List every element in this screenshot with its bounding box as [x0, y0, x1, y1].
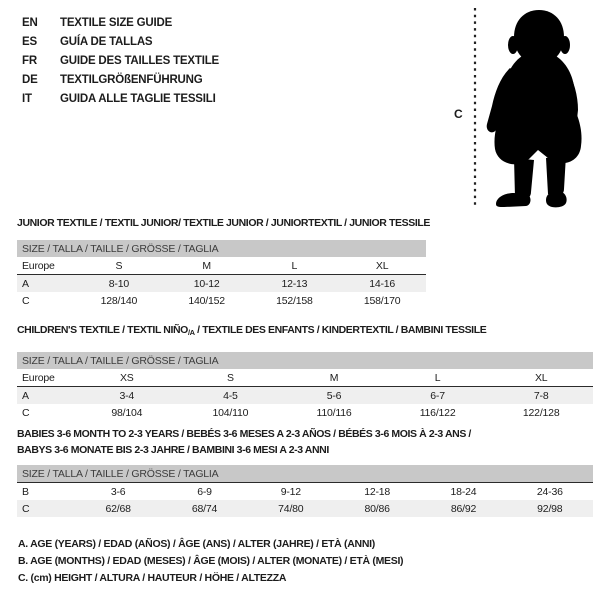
- language-code: EN: [22, 16, 38, 29]
- cell-value: 74/80: [278, 502, 304, 515]
- table-row: [17, 292, 426, 309]
- cell-value: 92/98: [537, 502, 563, 515]
- language-row-fr: [22, 51, 219, 70]
- cell-value: 128/140: [100, 294, 138, 307]
- cell-value: 122/128: [522, 406, 560, 419]
- language-code: DE: [22, 73, 38, 86]
- language-row-it: [22, 89, 219, 108]
- columns-row: [17, 369, 593, 387]
- row-label: C: [22, 406, 30, 419]
- cell-value: 24-36: [536, 485, 563, 498]
- babies-table-title: [17, 426, 593, 458]
- columns-row: [17, 257, 426, 275]
- cell-value: 10-12: [193, 277, 220, 290]
- cell-value: 6-7: [430, 389, 445, 402]
- language-label: TEXTILE SIZE GUIDE: [60, 16, 173, 29]
- language-label: GUIDE DES TAILLES TEXTILE: [60, 54, 219, 67]
- column-header: S: [75, 257, 163, 275]
- size-header-row: [17, 352, 593, 369]
- size-header: SIZE / TALLA / TAILLE / GRÖSSE / TAGLIA: [17, 240, 426, 257]
- table-row: [17, 500, 593, 517]
- cell-value: 5-6: [326, 389, 342, 402]
- babies-size-table: [17, 465, 593, 517]
- cell-value: 86/92: [450, 502, 477, 515]
- junior-table-title: JUNIOR TEXTILE / TEXTIL JUNIOR/ TEXTILE JUNIOR / JUNIORTEXTIL / JUNIOR TESSILE: [17, 217, 430, 229]
- cell-value: 14-16: [369, 277, 396, 290]
- baby-silhouette-icon: [482, 8, 594, 208]
- language-label: GUÍA DE TALLAS: [60, 35, 153, 48]
- column-header: XS: [75, 369, 179, 387]
- cell-value: 9-12: [280, 485, 301, 498]
- row-label: A: [22, 277, 29, 290]
- region-label: Europe: [17, 257, 75, 275]
- table-row: [17, 387, 593, 405]
- size-header-row: [17, 465, 593, 483]
- language-label: TEXTILGRÖßENFÜHRUNG: [60, 73, 203, 86]
- childrens-textile-section: [17, 324, 593, 421]
- row-label: C: [22, 502, 30, 515]
- cell-value: 12-18: [364, 485, 391, 498]
- cell-value: 4-5: [223, 389, 238, 402]
- size-header: SIZE / TALLA / TAILLE / GRÖSSE / TAGLIA: [17, 465, 593, 483]
- cell-value: 6-9: [197, 485, 212, 498]
- column-header: XL: [338, 257, 426, 275]
- size-header: SIZE / TALLA / TAILLE / GRÖSSE / TAGLIA: [17, 352, 593, 369]
- childrens-size-table: [17, 352, 593, 421]
- cell-value: 62/68: [105, 502, 131, 515]
- cell-value: 98/104: [111, 406, 143, 419]
- legend-item-c: C. (cm) HEIGHT / ALTURA / HAUTEUR / HÖHE / ALTEZZA: [18, 572, 287, 584]
- cell-value: 18-24: [450, 485, 477, 498]
- title-line: BABYS 3-6 MONATE BIS 2-3 JAHRE / BAMBINI 3-6 MESI A 2-3 ANNI: [17, 444, 329, 456]
- title-line: BABIES 3-6 MONTH TO 2-3 YEARS / BEBÉS 3-6 MESES A 2-3 AÑOS / BÉBÉS 3-6 MOIS À 2-3 ANS /: [17, 428, 471, 440]
- title-part: / TEXTILE DES ENFANTS / KINDERTEXTIL / BAMBINI TESSILE: [194, 324, 487, 336]
- childrens-table-title: [17, 324, 593, 339]
- row-label: A: [22, 389, 29, 402]
- table-row: [17, 275, 426, 293]
- region-label: Europe: [17, 369, 75, 387]
- table-row: [17, 404, 593, 421]
- cell-value: 152/158: [276, 294, 313, 307]
- cell-value: 7-8: [533, 389, 549, 402]
- column-header: L: [386, 369, 490, 387]
- cell-value: 68/74: [191, 502, 218, 515]
- junior-textile-section: [17, 217, 430, 309]
- row-label: B: [22, 485, 29, 498]
- cell-value: 116/122: [419, 406, 456, 419]
- language-row-es: [22, 32, 219, 51]
- column-header: L: [251, 257, 339, 275]
- height-c-label: C: [454, 107, 463, 121]
- language-code: ES: [22, 35, 37, 48]
- cell-value: 104/110: [212, 406, 249, 419]
- cell-value: 12-13: [281, 277, 308, 290]
- legend-item-a: A. AGE (YEARS) / EDAD (AÑOS) / ÂGE (ANS) / ALTER (JAHRE) / ETÀ (ANNI): [18, 538, 375, 550]
- language-code: FR: [22, 54, 37, 67]
- cell-value: 110/116: [316, 406, 352, 419]
- row-label: C: [22, 294, 30, 307]
- language-list: [22, 13, 219, 108]
- cell-value: 140/152: [188, 294, 225, 307]
- cell-value: 158/170: [363, 294, 401, 307]
- title-part: CHILDREN'S TEXTILE / TEXTIL NIÑO: [17, 324, 188, 336]
- measurement-legend: [18, 536, 403, 587]
- column-header: M: [163, 257, 251, 275]
- table-row: [17, 483, 593, 501]
- column-header: S: [179, 369, 283, 387]
- cell-value: 80/86: [364, 502, 390, 515]
- title-subscript: /A: [187, 328, 195, 337]
- language-label: GUIDA ALLE TAGLIE TESSILI: [60, 92, 216, 105]
- height-dashed-line-icon: [471, 6, 479, 208]
- column-header: XL: [489, 369, 593, 387]
- babies-textile-section: [17, 426, 593, 517]
- cell-value: 8-10: [108, 277, 129, 290]
- language-row-en: [22, 13, 219, 32]
- column-header: M: [282, 369, 386, 387]
- language-row-de: [22, 70, 219, 89]
- legend-item-b: B. AGE (MONTHS) / EDAD (MESES) / ÂGE (MOIS) / ALTER (MONATE) / ETÀ (MESI): [18, 555, 404, 567]
- junior-size-table: [17, 240, 426, 309]
- language-code: IT: [22, 92, 32, 105]
- size-header-row: [17, 240, 426, 257]
- cell-value: 3-6: [110, 485, 126, 498]
- cell-value: 3-4: [119, 389, 135, 402]
